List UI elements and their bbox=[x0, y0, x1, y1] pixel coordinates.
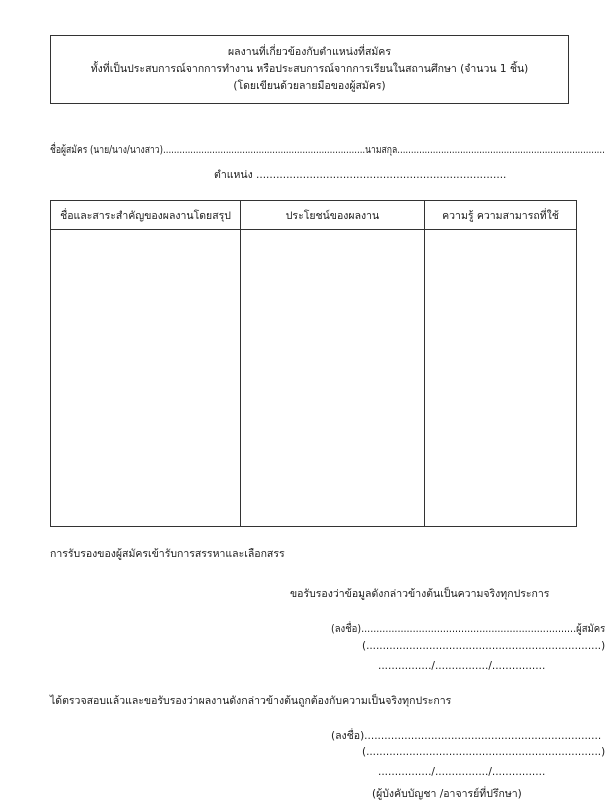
certification-section-title: การรับรองของผู้สมัครเข้ารับการสรรหาและเลือกสรร bbox=[50, 548, 285, 560]
summary-cell[interactable] bbox=[51, 230, 241, 527]
position-line: ตำแหน่ง ........................................................................... bbox=[214, 169, 507, 181]
skills-cell[interactable] bbox=[425, 230, 577, 527]
supervisor-role: (ผู้บังคับบัญชา /อาจารย์ที่ปรึกษา) bbox=[372, 788, 522, 800]
applicant-name-line: ชื่อผู้สมัคร (นาย/นาง/นางสาว)..........................................................................นามสกุล............................................................................ bbox=[50, 144, 605, 156]
table-header-row bbox=[51, 201, 577, 230]
supervisor-signature-line: (ลงชื่อ)....................................................................... bbox=[331, 730, 602, 742]
table-body-row bbox=[51, 230, 577, 527]
benefit-cell[interactable] bbox=[241, 230, 425, 527]
supervisor-name-parentheses: (.......................................................................) bbox=[362, 746, 606, 758]
header-box bbox=[50, 35, 569, 104]
column-header-summary: ชื่อและสาระสำคัญของผลงานโดยสรุป bbox=[51, 201, 241, 230]
supervisor-date-line: ................/................/................ bbox=[378, 766, 546, 778]
supervisor-statement: ได้ตรวจสอบแล้วและขอรับรองว่าผลงานดังกล่าวข้างต้นถูกต้องกับความเป็นจริงทุกประการ bbox=[50, 695, 452, 707]
header-note: (โดยเขียนด้วยลายมือของผู้สมัคร) bbox=[233, 80, 386, 92]
applicant-signature-line: (ลงชื่อ).......................................................................ผู้สมัคร bbox=[331, 623, 606, 635]
applicant-date-line: ................/................/................ bbox=[378, 660, 546, 672]
column-header-benefit: ประโยชน์ของผลงาน bbox=[241, 201, 425, 230]
header-subtitle: ทั้งที่เป็นประสบการณ์จากการทำงาน หรือประสบการณ์จากการเรียนในสถานศึกษา (จำนวน 1 ชิ้น) bbox=[90, 63, 529, 75]
applicant-name-parentheses: (.......................................................................) bbox=[362, 640, 606, 652]
works-table bbox=[50, 200, 577, 527]
header-title: ผลงานที่เกี่ยวข้องกับตำแหน่งที่สมัคร bbox=[228, 46, 391, 58]
certification-statement: ขอรับรองว่าข้อมูลดังกล่าวข้างต้นเป็นความจริงทุกประการ bbox=[290, 588, 550, 600]
column-header-skills: ความรู้ ความสามารถที่ใช้ bbox=[425, 201, 577, 230]
